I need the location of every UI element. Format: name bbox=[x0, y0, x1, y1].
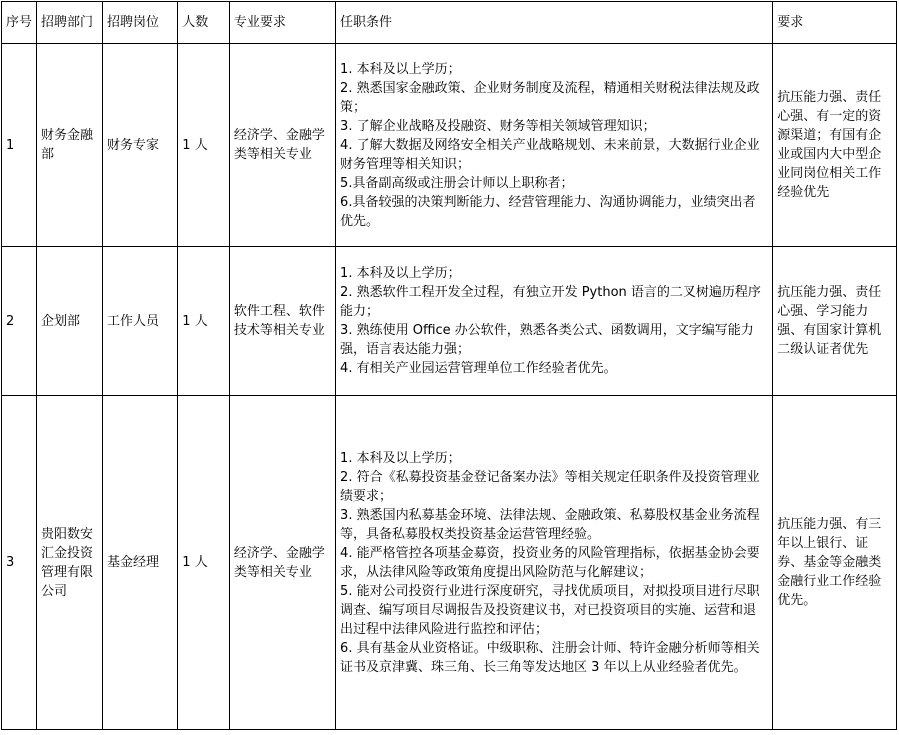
condition-item: 6.具备较强的决策判断能力、经营管理能力、沟通协调能力，业绩突出者优先。 bbox=[340, 194, 756, 229]
header-requirements: 要求 bbox=[773, 2, 897, 44]
row-dept: 财务金融部 bbox=[37, 44, 103, 247]
header-dept: 招聘部门 bbox=[37, 2, 103, 44]
condition-item: 6. 具有基金从业资格证。中级职称、注册会计师、特许金融分析师等相关证书及京津冀、珠三角、长三角等发达地区 3 年以上从业经验者优先。 bbox=[340, 640, 760, 675]
condition-item: 2. 熟悉国家金融政策、企业财务制度及流程，精通相关财税法律法规及政策； bbox=[340, 80, 760, 115]
condition-item: 2. 符合《私募投资基金登记备案办法》等相关规定任职条件及投资管理业绩要求； bbox=[340, 469, 760, 504]
conditions-list bbox=[340, 60, 768, 231]
condition-item: 4. 能严格管控各项基金募资，投资业务的风险管理指标，依据基金协会要求，从法律风险等政策角度提出风险防范与化解建议； bbox=[340, 545, 760, 580]
condition-item: 4. 了解大数据及网络安全相关产业战略规划、未来前景，大数据行业企业财务管理等相关知识； bbox=[340, 137, 760, 172]
header-position: 招聘岗位 bbox=[103, 2, 178, 44]
condition-item: 3. 了解企业战略及投融资、财务等相关领域管理知识； bbox=[340, 118, 656, 134]
row-requirements: 抗压能力强、有三年以上银行、证券、基金等金融类金融行业工作经验优先。 bbox=[773, 396, 897, 730]
row-conditions bbox=[336, 247, 773, 396]
condition-item: 3. 熟悉国内私募基金环境、法律法规、金融政策、私募股权基金业务流程等，具备私募股权类投资基金运营管理经验。 bbox=[340, 507, 760, 542]
condition-item: 5.具备副高级或注册会计师以上职称者； bbox=[340, 175, 574, 191]
conditions-list bbox=[340, 449, 768, 677]
table-row bbox=[2, 44, 897, 247]
condition-item: 1. 本科及以上学历； bbox=[340, 266, 461, 281]
row-major: 经济学、金融学类等相关专业 bbox=[229, 44, 335, 247]
condition-item: 4. 有相关产业园运营管理单位工作经验者优先。 bbox=[340, 361, 617, 376]
row-requirements: 抗压能力强、责任心强、学习能力强、有国家计算机二级认证者优先 bbox=[773, 247, 897, 396]
header-conditions: 任职条件 bbox=[336, 2, 773, 44]
row-position: 财务专家 bbox=[103, 44, 178, 247]
table-header-row bbox=[2, 2, 897, 44]
row-seq: 3 bbox=[2, 396, 37, 730]
row-count: 1 人 bbox=[178, 247, 230, 396]
header-major: 专业要求 bbox=[229, 2, 335, 44]
row-position: 工作人员 bbox=[103, 247, 178, 396]
row-seq: 1 bbox=[2, 44, 37, 247]
row-seq: 2 bbox=[2, 247, 37, 396]
row-major: 经济学、金融学类等相关专业 bbox=[229, 396, 335, 730]
condition-item: 3. 熟练使用 Office 办公软件，熟悉各类公式、函数调用，文字编写能力强，语言表达能力强； bbox=[340, 323, 754, 357]
row-dept: 贵阳数安汇金投资管理有限公司 bbox=[37, 396, 103, 730]
table-row bbox=[2, 247, 897, 396]
condition-item: 2. 熟悉软件工程开发全过程，有独立开发 Python 语言的二叉树遍历程序能力； bbox=[340, 285, 761, 319]
conditions-list bbox=[340, 264, 768, 378]
row-requirements: 抗压能力强、责任心强、有一定的资源渠道；有国有企业或国内大中型企业同岗位相关工作经验优先 bbox=[773, 44, 897, 247]
row-conditions bbox=[336, 44, 773, 247]
row-dept: 企划部 bbox=[37, 247, 103, 396]
recruitment-table bbox=[1, 1, 897, 730]
header-seq: 序号 bbox=[2, 2, 37, 44]
row-count: 1 人 bbox=[178, 44, 230, 247]
condition-item: 1. 本科及以上学历； bbox=[340, 450, 461, 466]
table-row bbox=[2, 396, 897, 730]
header-count: 人数 bbox=[178, 2, 230, 44]
row-position: 基金经理 bbox=[103, 396, 178, 730]
row-major: 软件工程、软件技术等相关专业 bbox=[229, 247, 335, 396]
condition-item: 5. 能对公司投资行业进行深度研究，寻找优质项目，对拟投项目进行尽职调查、编写项目尽调报告及投资建议书，对已投资项目的实施、运营和退出过程中法律风险进行监控和评估； bbox=[340, 583, 760, 637]
row-conditions bbox=[336, 396, 773, 730]
row-count: 1 人 bbox=[178, 396, 230, 730]
condition-item: 1. 本科及以上学历； bbox=[340, 61, 461, 77]
